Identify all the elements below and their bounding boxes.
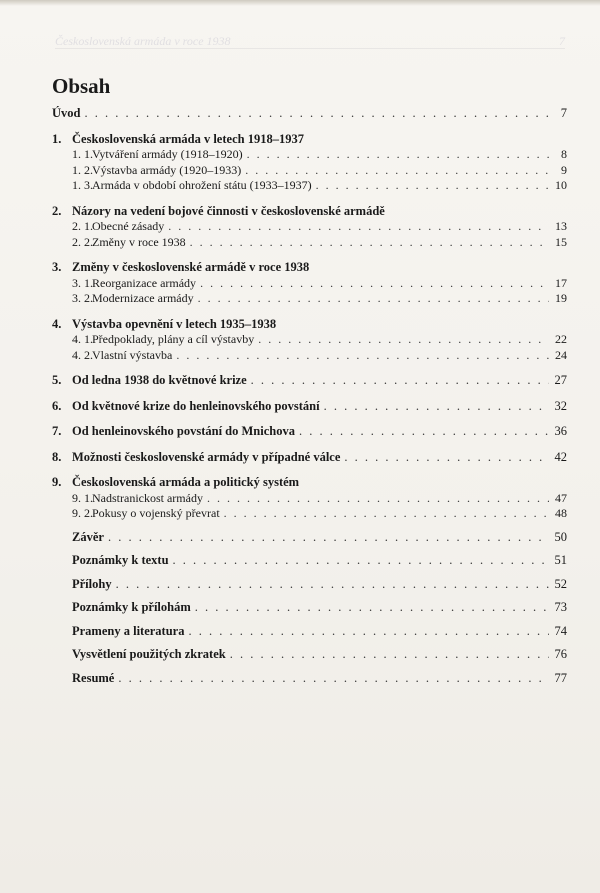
toc-label: Armáda v období ohrožení státu (1933–1937) (92, 178, 312, 192)
toc-label: Přílohy (72, 576, 112, 591)
toc-label: Závěr (72, 529, 104, 544)
toc-number: 3. 1. (72, 275, 93, 290)
toc-subentry (52, 276, 567, 292)
toc-chapter-5 (52, 373, 567, 389)
page-title: Obsah (52, 74, 111, 98)
toc-label: Od ledna 1938 do květnové krize (72, 373, 247, 387)
toc-subentry (52, 178, 567, 194)
toc-label: Výstavba opevnění v letech 1935–1938 (72, 316, 277, 331)
toc-entry-uvod (52, 106, 567, 122)
dot-leader (316, 178, 549, 194)
toc-label: Výstavba armády (1920–1933) (92, 162, 242, 177)
toc-chapter-7 (52, 424, 567, 440)
toc-label: Od henleinovského povstání do Mnichova (72, 424, 295, 438)
toc-chapter-8 (52, 450, 567, 466)
show-through-header (55, 34, 565, 49)
toc-page: 22 (555, 332, 567, 346)
toc-entry-prameny (52, 624, 567, 640)
toc-label: Od květnové krize do henleinovského povstání (72, 398, 320, 413)
dot-leader (207, 491, 549, 507)
table-of-contents (52, 106, 567, 686)
toc-page: 32 (554, 398, 567, 413)
toc-label: Prameny a literatura (72, 623, 185, 638)
toc-entry-poznamky-k-textu (52, 553, 567, 569)
toc-chapter-2 (52, 204, 567, 220)
dot-leader (176, 348, 549, 364)
toc-label: Vlastní výstavba (92, 347, 173, 362)
toc-number: 3. (52, 260, 62, 274)
toc-page: 76 (554, 647, 567, 661)
toc-number: 1. 2. (72, 162, 93, 177)
toc-label: Československá armáda a politický systém (72, 475, 300, 489)
toc-entry-zkratky (52, 647, 567, 663)
dot-leader (195, 600, 549, 616)
dot-leader (188, 624, 549, 640)
toc-page: 13 (555, 219, 567, 233)
toc-page: 42 (554, 449, 567, 464)
dot-leader (198, 291, 549, 307)
toc-page: 10 (555, 178, 567, 192)
toc-number: 9. (52, 475, 62, 489)
toc-page: 8 (561, 147, 567, 161)
toc-entry-zaver (52, 530, 567, 546)
toc-chapter-1 (52, 132, 567, 148)
toc-chapter-9 (52, 475, 567, 491)
toc-number: 6. (52, 398, 62, 413)
dot-leader (168, 219, 549, 235)
dot-leader (116, 577, 549, 593)
toc-page: 19 (555, 291, 567, 305)
toc-label: Změny v československé armádě v roce 1938 (72, 260, 310, 274)
toc-page: 7 (560, 106, 567, 120)
dot-leader (224, 506, 549, 522)
toc-label: Nadstranickost armády (92, 490, 203, 505)
toc-page: 77 (554, 670, 567, 685)
show-through-page-number: 7 (559, 34, 565, 48)
toc-number: 2. (52, 203, 62, 218)
page-top-shadow (0, 0, 600, 6)
toc-subentry (52, 163, 567, 179)
dot-leader (108, 530, 549, 546)
toc-page: 15 (555, 234, 567, 249)
toc-label: Poznámky k textu (72, 553, 169, 567)
toc-label: Československá armáda v letech 1918–1937 (72, 131, 304, 146)
toc-label: Obecné zásady (92, 219, 165, 233)
toc-page: 73 (554, 600, 567, 614)
dot-leader (344, 450, 549, 466)
dot-leader (299, 424, 549, 440)
toc-page: 27 (554, 373, 567, 387)
toc-subentry (52, 506, 567, 522)
dot-leader (173, 553, 549, 569)
toc-entry-poznamky-k-prilohам (52, 600, 567, 616)
dot-leader (251, 373, 549, 389)
toc-number: 4. 2. (72, 347, 93, 362)
toc-label: Možnosti československé armády v případné válce (72, 449, 341, 464)
toc-page: 74 (554, 623, 567, 638)
dot-leader (247, 147, 549, 163)
toc-label: Vysvětlení použitých zkratek (72, 647, 226, 661)
dot-leader (324, 399, 549, 415)
toc-number: 1. (52, 131, 62, 146)
toc-entry-resume (52, 671, 567, 687)
toc-page: 36 (554, 424, 567, 438)
toc-label: Názory na vedení bojové činnosti v československé armádě (72, 203, 385, 218)
dot-leader (200, 276, 549, 292)
toc-subentry (52, 235, 567, 251)
toc-label: Předpoklady, plány a cíl výstavby (92, 332, 255, 346)
toc-number: 2. 2. (72, 234, 93, 249)
toc-number: 7. (52, 424, 62, 438)
toc-subentry (52, 147, 567, 163)
toc-chapter-3 (52, 260, 567, 276)
toc-label: Vytváření armády (1918–1920) (92, 147, 243, 161)
dot-leader (84, 106, 549, 122)
toc-page: 51 (554, 553, 567, 567)
toc-number: 1. 3. (72, 178, 93, 192)
dot-leader (230, 647, 549, 663)
toc-number: 2. 1. (72, 219, 93, 233)
dot-leader (245, 163, 549, 179)
toc-number: 4. (52, 316, 62, 331)
toc-page: 9 (561, 162, 567, 177)
toc-page: 17 (555, 275, 567, 290)
toc-number: 5. (52, 373, 62, 387)
toc-label: Modernizace armády (92, 291, 194, 305)
toc-entry-prilohy (52, 577, 567, 593)
toc-label: Reorganizace armády (92, 275, 197, 290)
toc-subentry (52, 219, 567, 235)
toc-chapter-4 (52, 317, 567, 333)
toc-subentry (52, 491, 567, 507)
toc-chapter-6 (52, 399, 567, 415)
toc-label: Resumé (72, 670, 115, 685)
toc-page: 52 (554, 576, 567, 591)
toc-number: 3. 2. (72, 291, 93, 305)
toc-label: Úvod (52, 106, 81, 120)
toc-subentry (52, 291, 567, 307)
dot-leader (118, 671, 549, 687)
toc-page: 24 (555, 347, 567, 362)
dot-leader (258, 332, 549, 348)
toc-number: 4. 1. (72, 332, 93, 346)
toc-page: 48 (555, 506, 567, 520)
toc-page: 47 (555, 490, 567, 505)
toc-page: 50 (554, 529, 567, 544)
toc-subentry (52, 332, 567, 348)
toc-number: 9. 2. (72, 506, 93, 520)
toc-label: Změny v roce 1938 (92, 234, 186, 249)
show-through-title: Československá armáda v roce 1938 (55, 34, 231, 48)
toc-label: Poznámky k přílohám (72, 600, 191, 614)
toc-subentry (52, 348, 567, 364)
toc-number: 9. 1. (72, 490, 93, 505)
toc-label: Pokusy o vojenský převrat (92, 506, 220, 520)
toc-number: 8. (52, 449, 62, 464)
toc-number: 1. 1. (72, 147, 93, 161)
dot-leader (190, 235, 549, 251)
